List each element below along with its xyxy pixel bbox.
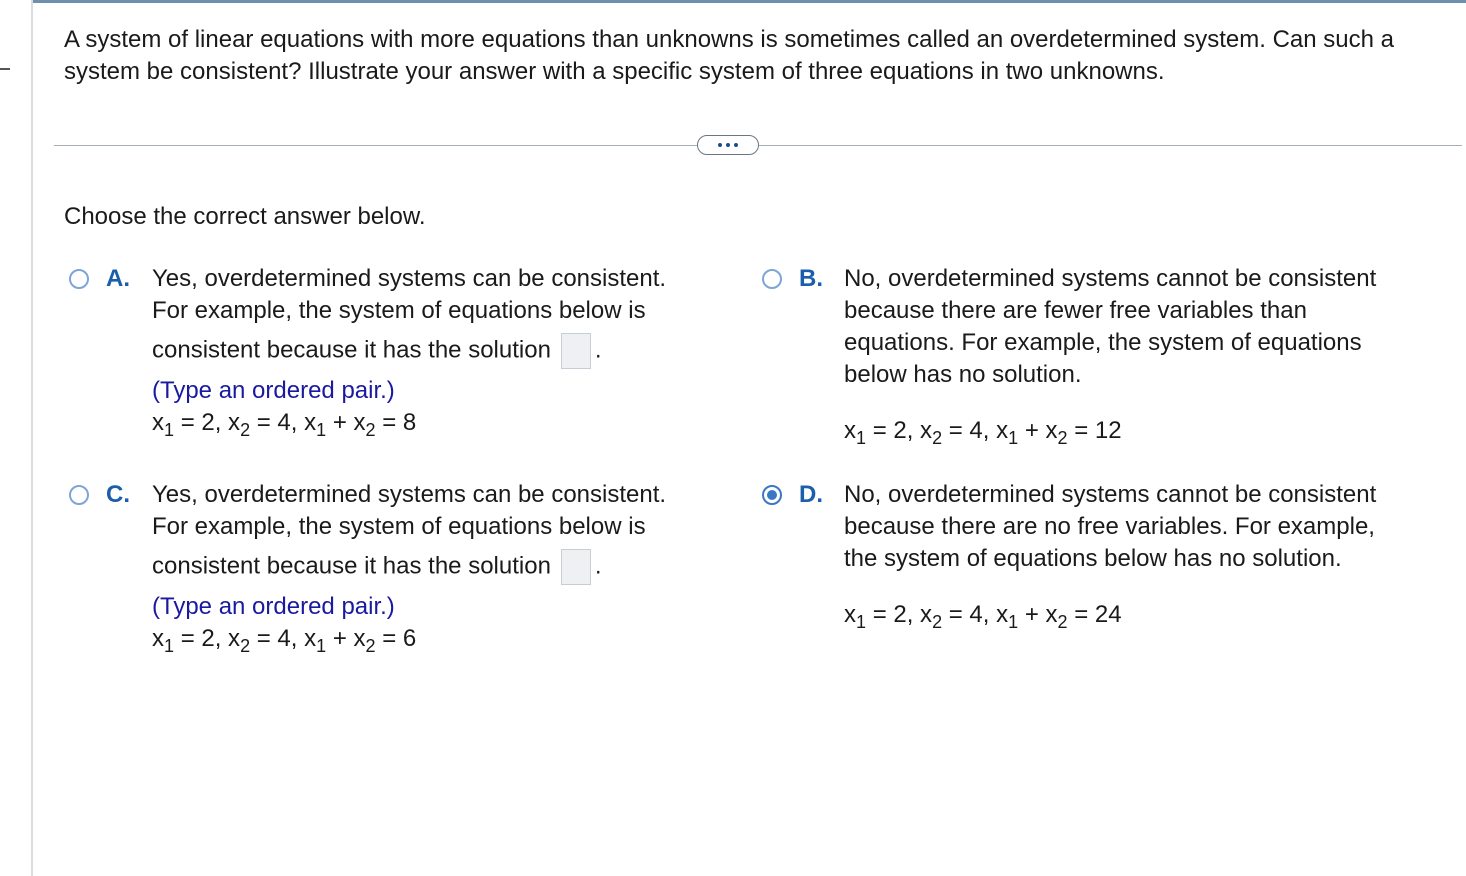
option-a-hint: (Type an ordered pair.): [152, 377, 395, 404]
option-b-line4: below has no solution.: [844, 361, 1082, 388]
question-text: A system of linear equations with more equations than unknowns is sometimes called an overdetermined system. Can such a system be consistent? Illustrate your answer with a specific system of three equations in two unknowns.: [64, 26, 1395, 85]
option-a-line1: Yes, overdetermined systems can be consistent.: [152, 265, 667, 292]
answer-box-a[interactable]: [561, 333, 591, 369]
option-d-letter: D.: [799, 481, 823, 508]
answer-prompt: Choose the correct answer below.: [64, 203, 426, 230]
option-c-line3: consistent because it has the solution: [152, 552, 551, 580]
option-b-line1: No, overdetermined systems cannot be consistent: [844, 265, 1377, 292]
edge-mark: [0, 68, 10, 70]
dot-icon: [718, 143, 722, 147]
dot-icon: [726, 143, 730, 147]
more-options-button[interactable]: [697, 135, 759, 155]
option-b-equations: $x_1 = 2$, $x_2 = 4$, $x_1 + x_2 = 12$: [844, 417, 1122, 448]
option-c-equations: $x_1 = 2$, $x_2 = 4$, $x_1 + x_2 = 6$: [152, 625, 417, 656]
option-c-line2: For example, the system of equations below is: [152, 513, 646, 540]
option-c-line1: Yes, overdetermined systems can be consistent.: [152, 481, 667, 508]
option-c-letter: C.: [106, 481, 130, 508]
option-d-line1: No, overdetermined systems cannot be consistent: [844, 481, 1377, 508]
option-a-line2: For example, the system of equations below is: [152, 297, 646, 324]
option-a-letter: A.: [106, 265, 130, 292]
option-b-letter: B.: [799, 265, 823, 292]
top-border: [33, 0, 1466, 3]
radio-option-b[interactable]: [762, 269, 782, 289]
option-d-line2: because there are no free variables. For example,: [844, 513, 1375, 540]
option-b-line3: equations. For example, the system of equations: [844, 329, 1362, 356]
option-c-hint: (Type an ordered pair.): [152, 593, 395, 620]
option-a-equations: $x_1 = 2$, $x_2 = 4$, $x_1 + x_2 = 8$: [152, 409, 417, 440]
option-d-line3: the system of equations below has no solution.: [844, 545, 1342, 572]
answer-box-c[interactable]: [561, 549, 591, 585]
dot-icon: [734, 143, 738, 147]
radio-option-a[interactable]: [69, 269, 89, 289]
option-a-line3: consistent because it has the solution: [152, 336, 551, 364]
radio-option-d[interactable]: [762, 485, 782, 505]
option-b-line2: because there are fewer free variables than: [844, 297, 1307, 324]
radio-option-c[interactable]: [69, 485, 89, 505]
left-border: [31, 0, 33, 876]
option-d-equations: $x_1 = 2$, $x_2 = 4$, $x_1 + x_2 = 24$: [844, 601, 1122, 632]
